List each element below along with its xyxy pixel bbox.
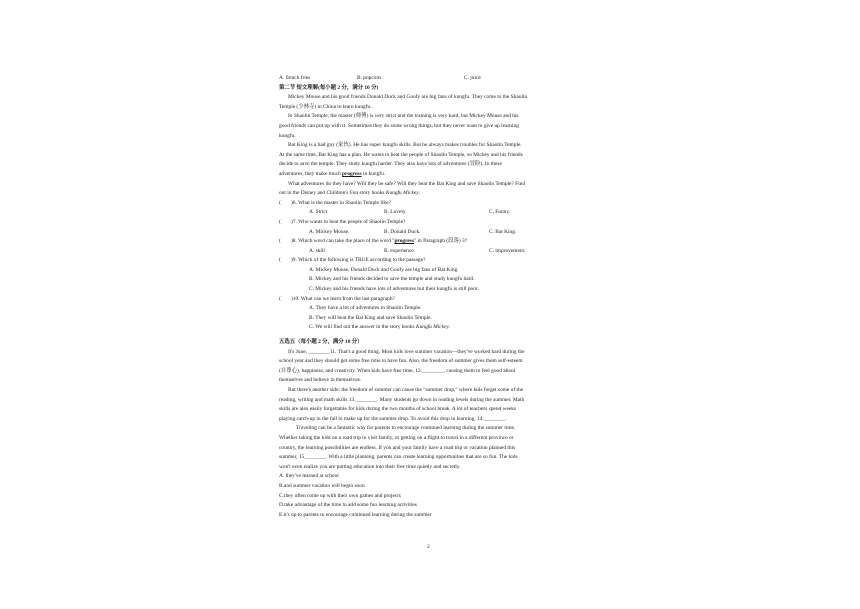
option-c: C. juice xyxy=(464,75,481,81)
q7-text: )7. Who wants to beat the people of Shaolin Temple? xyxy=(291,218,406,225)
q7-options xyxy=(279,228,579,238)
q9-opt-b: B. Mickey and his friends decided to save the temple and study kungfu hard. xyxy=(309,276,475,283)
p4-line2 xyxy=(279,189,579,199)
q8-paren: ( xyxy=(279,238,281,245)
p3-line4-pre: adventures, they make much xyxy=(279,170,343,177)
page-content xyxy=(279,74,579,520)
p4-line2-text: out in the Disney and Children's Fun story books xyxy=(279,190,385,197)
s5-option-d: D.take advantage of the time to add some fun learning activities xyxy=(279,502,417,509)
p4-line1: What adventures do they have? Will they be safe? Will they beat the Bat King and save Shaolin Temple? Find xyxy=(288,180,526,187)
q8-text-pre: )8. Which word can take the place of the word " xyxy=(291,238,395,245)
s5-line-12: summer, 15________. With a little planning, parents can create learning opportunities that are so fun. The kids xyxy=(279,454,518,461)
page-number: 2 xyxy=(427,544,430,550)
q10-opt-a: A. They have a lot of adventures in Shaolin Temple. xyxy=(309,305,422,312)
s5-option-c: C.they often come up with their own games and projects xyxy=(279,492,401,499)
q8-stem xyxy=(279,237,579,247)
q10-paren: ( xyxy=(279,295,281,302)
p2-line3: kungfu. xyxy=(279,132,296,139)
q10-period: . xyxy=(448,324,451,331)
s5-line-5: But there's another side: the freedom of summer can cause the "summer drop," where kids forget some of the xyxy=(288,387,524,393)
q9-stem xyxy=(279,256,579,266)
s5-line-7: skills are also easily forgettable for kids during the two months of school break. A lot of teachers spend weeks xyxy=(279,406,517,413)
s5-line-2: school year and they should get some free time to have fun. Also, the freedom of summer gives them self-esteem xyxy=(279,358,523,365)
q8-opt-b: B. experience. xyxy=(384,247,415,254)
q8-options xyxy=(279,247,579,257)
book-title: Kungfu Mickey xyxy=(385,190,419,197)
p1-line2: Temple (少林寺) in China to learn kungfu. xyxy=(279,103,372,110)
section5-header: 五选五（每小题 2 分，满分 10 分） xyxy=(279,339,363,346)
p3-line2: At the same time, Bat King has a plan. He wants to beat the people of Shaolin Temple, so Mickey and his friends xyxy=(279,151,523,158)
q6-opt-c: C. Funny. xyxy=(489,209,511,216)
q10-opt-b: B. They will beat the Bat King and save Shaolin Temple. xyxy=(309,314,432,321)
q10-stem xyxy=(279,295,579,305)
q10-book-title: Kungfu Mickey xyxy=(415,324,449,331)
q10-text: )10. What can we learn from the last paragraph? xyxy=(291,295,395,302)
p3-line4 xyxy=(279,170,579,180)
q8-opt-a: A. skill xyxy=(309,247,325,254)
s5-line-3: (自尊心), happiness, and creativity. When kids have free time, 12.________, causing them to feel good about xyxy=(279,367,516,374)
q6-stem xyxy=(279,199,579,209)
s5-line-13: won't even realize you are putting education into their free time quietly and secretly. xyxy=(279,463,461,470)
s5-line-8: playing catch-up in the fall to make up for the summer drop. To avoid this drop in learning, 14.________. xyxy=(279,415,507,422)
p3-line1: Bat King is a bad guy (家伙). He has super kungfu skills. But he always makes troubles for Shaolin Temple. xyxy=(288,142,522,149)
s5-line-11: country, the learning possibilities are endless. If you and your family have a road trip or vacation planned this xyxy=(279,444,516,451)
s5-line-1: It's June, ________11. That's a good thing. Most kids love summer vacation—they've worked hard during the xyxy=(288,348,525,355)
s5-line-6: reading, writing and math skills 13.________. Many students go down in reading levels during the summer. Math xyxy=(279,396,525,403)
q8-word: progress xyxy=(394,238,415,245)
q10-opt-c xyxy=(279,323,579,333)
p3-line3: decide to save the temple. They study kungfu harder. They also have lots of adventures (冒险). In these xyxy=(279,161,502,168)
p2-line2: good friends can put up with it. Sometimes they do some wrong things, but they never want to give up learning xyxy=(279,122,519,129)
p2-line1: In Shaolin Temple, the master (师傅) is very strict and the training is very hard, but Mickey Mouse and his xyxy=(288,113,519,120)
progress-word: progress xyxy=(342,170,362,177)
s5-option-a: A. they've learned at school xyxy=(279,473,339,480)
q8-text-post: " in Paragraph (段落) 3? xyxy=(414,238,468,245)
option-b: B. popcorn xyxy=(357,75,381,81)
q10-opt-c-text: C. We will find out the answer in the story books xyxy=(309,324,416,331)
q7-opt-a: A. Mickey Mouse. xyxy=(309,228,350,235)
top-options-row xyxy=(279,74,579,84)
q9-text: )9. Which of the following is TRUE according to the passage? xyxy=(291,257,426,264)
s5-line-10: Whether taking the kids on a road trip to visit family, or getting on a flight to travel in a different province or xyxy=(279,434,514,441)
q7-opt-b: B. Donald Duck. xyxy=(384,228,421,235)
q8-opt-c: C. improvement. xyxy=(489,247,526,254)
q9-paren: ( xyxy=(279,257,281,264)
period: . xyxy=(418,190,420,197)
s5-line-9: Traveling can be a fantastic way for parents to encourage continued learning during the summer time. xyxy=(296,425,516,432)
s5-option-e: E.it's up to parents to encourage continued learning during the summer xyxy=(279,511,432,518)
p1-line1: Mickey Mouse and his good friends Donald Duck and Goofy are big fans of kungfu. They come to the Shaolin xyxy=(288,94,528,101)
q6-text: )6. What is the master in Shaolin Temple like? xyxy=(291,199,391,206)
s5-line-4: themselves and believe in themselves. xyxy=(279,377,362,384)
option-a: A. french fries xyxy=(279,75,311,81)
q9-opt-c: C. Mickey and his friends have lots of adventures but their kungfu is still poor. xyxy=(309,286,479,293)
p3-line4-post: in kungfu. xyxy=(361,170,386,177)
q9-opt-a: A. Mickey Mouse, Donald Duck and Goofy are big fans of Bat King. xyxy=(309,266,459,273)
q6-paren: ( xyxy=(279,199,281,206)
q6-opt-b: B. Lovely. xyxy=(384,209,407,216)
q6-options xyxy=(279,208,579,218)
q7-paren: ( xyxy=(279,218,281,225)
q7-stem xyxy=(279,218,579,228)
q6-opt-a: A. Strict. xyxy=(309,209,329,216)
s5-option-b: B.and summer vacation will begin soon xyxy=(279,482,365,489)
q7-opt-c: C. Bat King. xyxy=(489,228,517,235)
section2-header: 第二节 短文理解(每小题 2 分，满分 10 分) xyxy=(279,84,379,91)
